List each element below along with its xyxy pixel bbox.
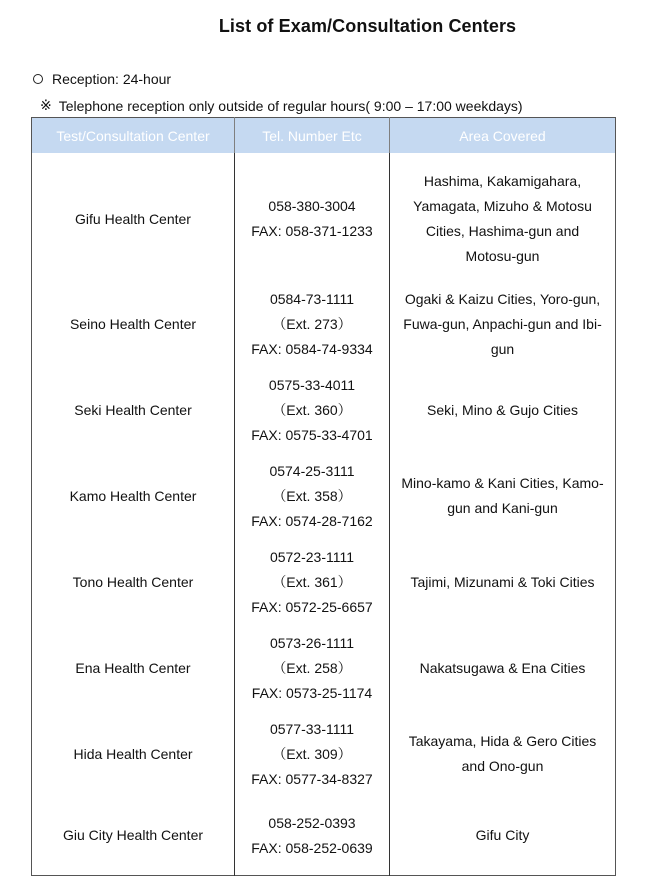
tel-line: 0573-26-1111	[269, 634, 355, 651]
tel-cell	[235, 711, 390, 797]
tel-line: 0574-25-3111	[269, 462, 355, 479]
tel-line: FAX: 0573-25-1174	[251, 684, 373, 701]
telephone-note-text: Telephone reception only outside of regular hours( 9:00 – 17:00 weekdays)	[58, 97, 523, 114]
area-line: Hashima, Kakamigahara,	[423, 173, 582, 189]
tel-line: 058-380-3004	[268, 198, 356, 214]
area-cell	[390, 281, 616, 367]
area-line: Ogaki & Kaizu Cities, Yoro-gun,	[404, 290, 601, 307]
header-center: Test/Consultation Center	[32, 118, 235, 154]
center-name-cell: Tono Health Center	[32, 539, 235, 625]
page-title: List of Exam/Consultation Centers	[218, 16, 517, 36]
tel-line: FAX: 0574-28-7162	[251, 512, 373, 529]
tel-line: 0572-23-1111	[269, 548, 355, 565]
tel-line: FAX: 0584-74-9334	[251, 340, 373, 357]
area-cell	[390, 453, 616, 539]
center-name-cell: Hida Health Center	[32, 711, 235, 797]
area-line: Takayama, Hida & Gero Cities	[408, 733, 597, 749]
tel-line: FAX: 058-252-0639	[251, 839, 373, 856]
reception-note-text: Reception: 24-hour	[52, 71, 172, 87]
area-line: Fuwa-gun, Anpachi-gun and Ibi-	[403, 315, 602, 332]
table-header-row	[32, 118, 616, 154]
area-line: Nakatsugawa & Ena Cities	[419, 659, 586, 676]
tel-line: 0575-33-4011	[268, 376, 356, 393]
area-line: Gifu City	[475, 827, 530, 844]
table-row	[32, 453, 616, 539]
area-line: and Ono-gun	[461, 758, 544, 774]
area-line: Tajimi, Mizunami & Toki Cities	[410, 573, 595, 590]
open-circle-icon	[33, 74, 43, 84]
tel-line: 0577-33-1111	[269, 720, 355, 737]
area-cell	[390, 797, 616, 875]
tel-line: FAX: 0575-33-4701	[251, 426, 373, 443]
tel-line: （Ext. 360）	[272, 401, 352, 418]
area-line: Mino-kamo & Kani Cities, Kamo-	[401, 475, 604, 491]
reference-mark-icon: ※	[40, 97, 52, 113]
area-cell	[390, 539, 616, 625]
table-row	[32, 797, 616, 875]
area-cell	[390, 711, 616, 797]
tel-cell	[235, 453, 390, 539]
tel-cell	[235, 281, 390, 367]
table-row	[32, 281, 616, 367]
tel-line: FAX: 0577-34-8327	[251, 770, 373, 787]
table-row	[32, 539, 616, 625]
tel-cell	[235, 539, 390, 625]
area-cell	[390, 625, 616, 711]
tel-line: FAX: 058-371-1233	[251, 223, 373, 239]
area-line: Yamagata, Mizuho & Motosu	[413, 198, 592, 214]
center-name-cell: Gifu Health Center	[32, 157, 235, 281]
tel-cell	[235, 367, 390, 453]
tel-line: （Ext. 361）	[272, 573, 352, 590]
area-line: Cities, Hashima-gun and	[425, 223, 580, 239]
reception-note	[33, 71, 171, 87]
telephone-note	[40, 97, 523, 114]
header-tel: Tel. Number Etc	[235, 118, 390, 154]
tel-line: FAX: 0572-25-6657	[251, 598, 373, 615]
center-name-cell: Ena Health Center	[32, 625, 235, 711]
tel-cell	[235, 797, 390, 875]
table-row	[32, 711, 616, 797]
tel-line: （Ext. 273）	[272, 315, 352, 332]
area-cell	[390, 367, 616, 453]
center-name-cell: Seino Health Center	[32, 281, 235, 367]
tel-line: （Ext. 258）	[272, 659, 352, 676]
table-body	[32, 153, 616, 875]
table-row	[32, 157, 616, 281]
centers-table	[31, 117, 616, 876]
tel-line: （Ext. 309）	[272, 745, 352, 762]
center-name-cell: Giu City Health Center	[32, 797, 235, 875]
area-line: gun and Kani-gun	[447, 500, 558, 516]
area-cell	[390, 157, 616, 281]
header-area: Area Covered	[390, 118, 616, 154]
tel-line: 058-252-0393	[268, 814, 356, 831]
area-line: gun	[490, 340, 515, 357]
table-row	[32, 367, 616, 453]
center-name-cell: Kamo Health Center	[32, 453, 235, 539]
tel-line: 0584-73-1111	[269, 290, 355, 307]
tel-cell	[235, 157, 390, 281]
center-name-cell: Seki Health Center	[32, 367, 235, 453]
tel-cell	[235, 625, 390, 711]
area-line: Seki, Mino & Gujo Cities	[427, 401, 578, 418]
tel-line: （Ext. 358）	[272, 487, 352, 504]
table-row	[32, 625, 616, 711]
area-line: Motosu-gun	[465, 248, 540, 264]
